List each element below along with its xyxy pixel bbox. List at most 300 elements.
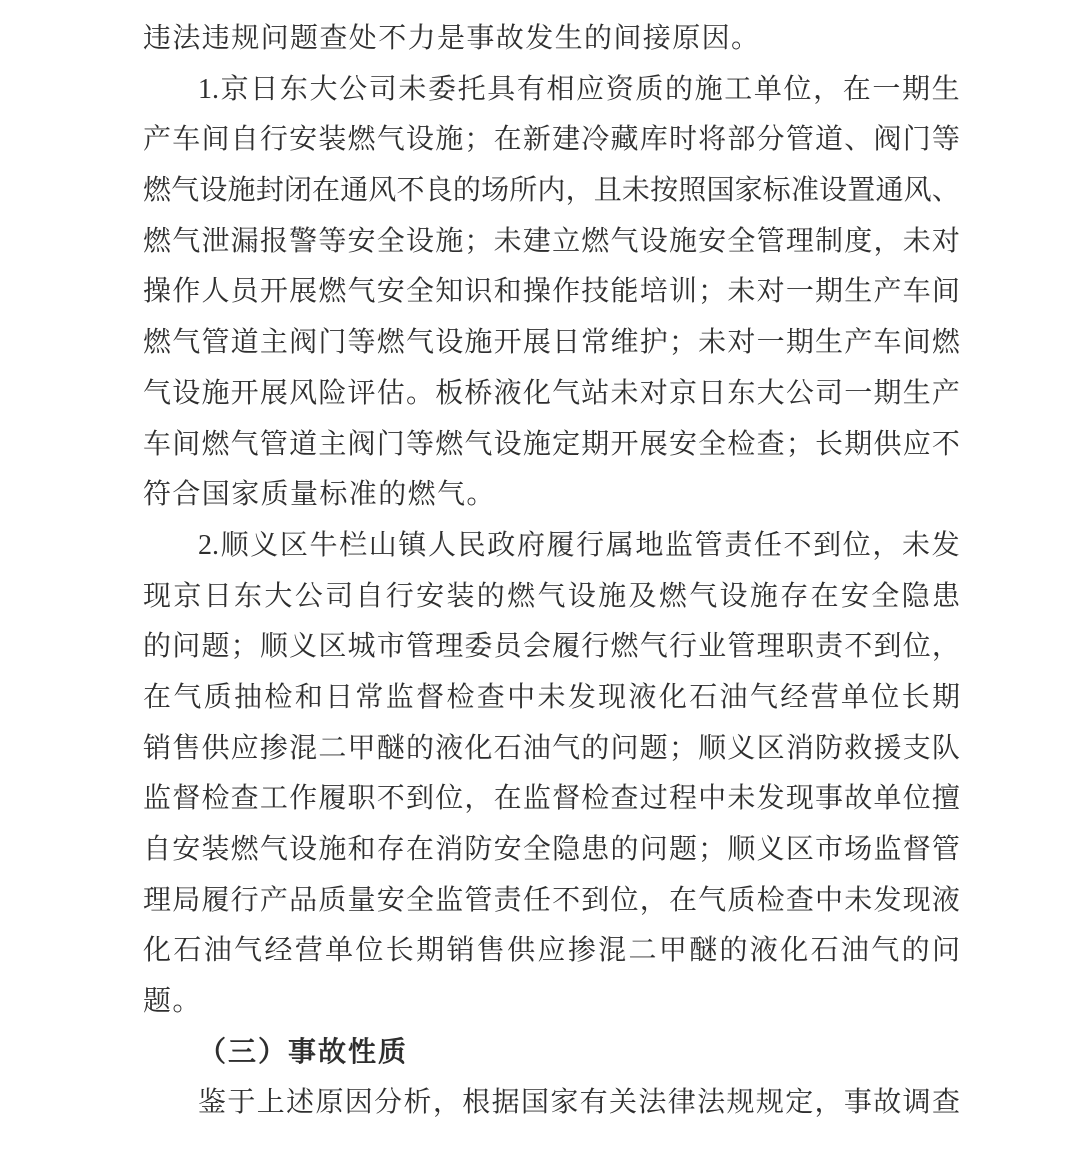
text-char: 质 — [635, 73, 664, 105]
text-char: 查 — [476, 681, 505, 713]
text-char: 家 — [550, 1087, 579, 1119]
text-char: 任 — [522, 884, 551, 916]
text-char: 局 — [172, 884, 201, 916]
text-char: 安 — [416, 580, 445, 612]
text-char: 故 — [844, 783, 873, 815]
text-char: 燃 — [318, 276, 347, 308]
text-char: ， — [873, 225, 902, 257]
text-char: 经 — [264, 935, 293, 967]
text-char: 理 — [435, 631, 464, 663]
text-char: 库 — [639, 124, 668, 156]
text-char: 全 — [698, 428, 727, 460]
text-char: 事 — [815, 783, 844, 815]
text-char: 中 — [507, 681, 536, 713]
text-char: 作 — [172, 276, 201, 308]
text-char: 在 — [493, 124, 522, 156]
text-char: 油 — [522, 732, 551, 764]
text-char: ， — [464, 783, 493, 815]
text-char: 的 — [405, 732, 434, 764]
text-char: 设 — [819, 175, 848, 207]
text-char: ； — [464, 225, 493, 257]
text-char: 定 — [785, 1087, 814, 1119]
text-char: 化 — [522, 377, 551, 409]
text-char: 未 — [698, 327, 727, 359]
text-char: 立 — [552, 225, 581, 257]
text-char: 燃 — [230, 834, 259, 865]
text-char: 车 — [873, 327, 902, 359]
text-char: 会 — [522, 631, 551, 663]
text-char: 分 — [374, 1087, 403, 1119]
text-char: 阀 — [873, 124, 902, 156]
text-char: 市 — [376, 631, 405, 663]
text-char: 法 — [697, 1087, 726, 1119]
text-char: 援 — [873, 732, 902, 764]
text-char: 行 — [259, 124, 288, 156]
text-char: 展 — [259, 377, 288, 409]
text-char: 日 — [203, 580, 232, 612]
text-char: 场 — [844, 834, 873, 865]
text-char: 现 — [902, 884, 931, 916]
text-char: 施 — [694, 73, 723, 105]
text-char: 抽 — [234, 681, 263, 713]
text-char: 藏 — [610, 124, 639, 156]
text-char: 设 — [435, 327, 464, 359]
text-char: 气 — [376, 124, 405, 156]
text-char: ； — [668, 732, 697, 764]
text-char: 京 — [220, 73, 249, 105]
text-char: 生 — [902, 377, 931, 409]
text-char: 在 — [312, 175, 341, 207]
text-char: 查 — [756, 428, 785, 460]
text-char: 常 — [581, 327, 610, 359]
text-char: 据 — [491, 1087, 520, 1119]
text-char: 未 — [902, 225, 931, 257]
text-char: 管 — [405, 631, 434, 663]
text-char: 存 — [376, 834, 405, 865]
text-char: 产 — [931, 377, 960, 409]
text-char: 长 — [385, 935, 414, 967]
text-char: 、 — [844, 124, 873, 156]
text-char: 主 — [318, 428, 347, 460]
text-line — [143, 1078, 960, 1129]
text-char: 油 — [840, 935, 869, 967]
text-line — [143, 572, 960, 623]
text-char: 产 — [143, 124, 172, 156]
text-char: 展 — [639, 428, 668, 460]
text-char: 位 — [610, 884, 639, 916]
text-char: 设 — [289, 834, 318, 865]
text-char: ； — [230, 631, 259, 663]
text-char: 栏 — [339, 529, 368, 561]
text-char: 到 — [581, 884, 610, 916]
text-char: 发 — [873, 884, 902, 916]
text-char: 题 — [201, 631, 230, 663]
text-char: 主 — [259, 327, 288, 359]
text-char: 到 — [405, 783, 434, 815]
text-char: 风 — [368, 175, 397, 207]
text-char: 装 — [201, 834, 230, 865]
text-char: 安 — [376, 276, 405, 308]
text-char: 单 — [873, 783, 902, 815]
text-char: 患 — [581, 834, 610, 865]
text-char: 2. — [198, 529, 219, 561]
section-heading: （三）事故性质 — [198, 1036, 409, 1068]
text-char: 司 — [325, 580, 354, 612]
text-char: 施 — [435, 225, 464, 257]
text-char: 气 — [698, 884, 727, 916]
text-char: 二 — [318, 732, 347, 764]
text-char: 发 — [756, 783, 785, 815]
text-char: 的 — [143, 631, 172, 663]
text-char: 关 — [609, 1087, 638, 1119]
text-char: 和 — [347, 834, 376, 865]
text-char: 生 — [844, 276, 873, 308]
text-char: 售 — [476, 935, 505, 967]
text-char: 题 — [668, 834, 697, 865]
text-char: 隐 — [552, 834, 581, 865]
text-char: 规 — [726, 1087, 755, 1119]
text-char: 装 — [446, 580, 475, 612]
text-char: 安 — [840, 580, 869, 612]
text-char: 泄 — [201, 225, 230, 257]
text-char: 查 — [931, 1087, 960, 1119]
text-char: 支 — [902, 732, 931, 764]
text-char: 监 — [873, 834, 902, 865]
text-char: 气 — [871, 935, 900, 967]
text-char: 理 — [785, 225, 814, 257]
text-char: 期 — [416, 935, 445, 967]
text-char: 法 — [638, 1087, 667, 1119]
text-char: 标 — [762, 175, 791, 207]
text-char: 大 — [309, 73, 338, 105]
document-text — [143, 14, 960, 1129]
text-char: 区 — [756, 732, 785, 764]
text-char: 气 — [171, 175, 200, 207]
text-char: 律 — [667, 1087, 696, 1119]
text-char: 全 — [522, 834, 551, 865]
text-char: 顺 — [259, 631, 288, 663]
text-char: 施 — [464, 327, 493, 359]
text-char: 施 — [201, 377, 230, 409]
text-char: 应 — [230, 732, 259, 764]
text-char: 应 — [576, 73, 605, 105]
text-char: 行 — [576, 529, 605, 561]
text-char: 开 — [493, 327, 522, 359]
text-char: 司 — [815, 377, 844, 409]
text-char: 气 — [537, 580, 566, 612]
text-char: 建 — [552, 124, 581, 156]
text-char: 义 — [727, 732, 756, 764]
text-char: 燃 — [143, 175, 172, 207]
text-char: 京 — [173, 580, 202, 612]
text-char: 产 — [259, 884, 288, 916]
text-char: 未 — [621, 175, 650, 207]
text-char: 查 — [785, 884, 814, 916]
text-line — [143, 876, 960, 927]
text-char: 石 — [493, 732, 522, 764]
text-char: 的 — [476, 580, 505, 612]
text-char: 东 — [234, 580, 263, 612]
text-char: 供 — [507, 935, 536, 967]
text-char: 燃 — [376, 327, 405, 359]
text-char: 安 — [172, 834, 201, 865]
text-char: 大 — [264, 580, 293, 612]
text-char: 化 — [780, 935, 809, 967]
text-char: 混 — [289, 732, 318, 764]
text-char: 管 — [727, 631, 756, 663]
text-char: 未 — [901, 529, 930, 561]
text-char: 理 — [756, 631, 785, 663]
text-char: 履 — [552, 631, 581, 663]
text-char: 燃 — [143, 225, 172, 257]
text-char: 施 — [318, 834, 347, 865]
text-char: 气 — [234, 935, 263, 967]
text-char: 开 — [610, 428, 639, 460]
text-char: 常 — [355, 681, 384, 713]
text-char: 质 — [727, 884, 756, 916]
text-char: 顺 — [220, 529, 249, 561]
text-char: 题 — [639, 732, 668, 764]
text-char: 政 — [487, 529, 516, 561]
text-char: 训 — [668, 276, 697, 308]
text-char: 隐 — [901, 580, 930, 612]
text-char: 单 — [325, 935, 354, 967]
text-char: ， — [565, 175, 594, 207]
text-char: 间 — [201, 124, 230, 156]
text-char: 及 — [628, 580, 657, 612]
text-char: 混 — [598, 935, 627, 967]
text-char: 位 — [783, 73, 812, 105]
text-char: 安 — [668, 428, 697, 460]
text-char: 督 — [902, 834, 931, 865]
text-char: 开 — [230, 377, 259, 409]
text-line — [143, 65, 960, 116]
text-char: ， — [931, 631, 960, 663]
text-char: 患 — [931, 580, 960, 612]
text-char: 作 — [289, 783, 318, 815]
text-char: 施 — [668, 225, 697, 257]
text-char: 因 — [344, 1087, 373, 1119]
text-char: 存 — [780, 580, 809, 612]
text-char: 和 — [294, 681, 323, 713]
text-char: 管 — [694, 529, 723, 561]
text-char: 督 — [416, 681, 445, 713]
text-char: 区 — [785, 834, 814, 865]
text-char: 托 — [457, 73, 486, 105]
text-char: 警 — [289, 225, 318, 257]
text-char: 位 — [435, 783, 464, 815]
text-char: 区 — [279, 529, 308, 561]
text-char: 位 — [902, 783, 931, 815]
text-char: 质 — [203, 681, 232, 713]
text-char: 委 — [427, 73, 456, 105]
text-char: 间 — [172, 428, 201, 460]
text-char: 石 — [810, 935, 839, 967]
text-char: 检 — [581, 783, 610, 815]
text-char: 全 — [727, 225, 756, 257]
text-char: 司 — [368, 73, 397, 105]
text-char: 队 — [931, 732, 960, 764]
text-char: 义 — [756, 834, 785, 865]
text-char: 公 — [294, 580, 323, 612]
text-char: 一 — [756, 327, 785, 359]
text-char: 1. — [198, 73, 219, 105]
text-char: 期 — [815, 276, 844, 308]
text-char: 燃 — [201, 428, 230, 460]
text-char: 检 — [756, 884, 785, 916]
text-line — [143, 825, 960, 876]
text-char: 府 — [516, 529, 545, 561]
text-char: 液 — [435, 732, 464, 764]
text-char: 监 — [522, 783, 551, 815]
text-char: 作 — [552, 276, 581, 308]
text-char: 现 — [785, 783, 814, 815]
text-char: 责 — [815, 631, 844, 663]
text-char: 、 — [931, 175, 960, 207]
text-char: 等 — [931, 124, 960, 156]
text-char: 且 — [593, 175, 622, 207]
text-char: 设 — [493, 428, 522, 460]
text-char: 场 — [481, 175, 510, 207]
text-char: 擅 — [931, 783, 960, 815]
text-char: 位 — [842, 529, 871, 561]
text-char: 分 — [756, 124, 785, 156]
text-char: 间 — [931, 276, 960, 308]
text-char: 对 — [639, 377, 668, 409]
text-char: 车 — [143, 428, 172, 460]
text-line: 符合国家质量标准的燃气。 — [143, 479, 496, 511]
text-char: ， — [813, 73, 842, 105]
text-char: 产 — [873, 276, 902, 308]
text-char: 气 — [405, 327, 434, 359]
text-char: 员 — [230, 276, 259, 308]
text-char: 对 — [931, 225, 960, 257]
text-char: 化 — [464, 732, 493, 764]
text-char: 的 — [452, 175, 481, 207]
text-char: 监 — [385, 681, 414, 713]
text-char: 的 — [901, 935, 930, 967]
text-char: 家 — [734, 175, 763, 207]
text-char: 上 — [256, 1087, 285, 1119]
text-char: 城 — [347, 631, 376, 663]
text-line — [143, 622, 960, 673]
text-char: 防 — [464, 834, 493, 865]
text-char: 查 — [610, 783, 639, 815]
text-char: 员 — [493, 631, 522, 663]
text-char: 在 — [143, 681, 172, 713]
text-char: 品 — [289, 884, 318, 916]
text-char: 日 — [325, 681, 354, 713]
text-char: ； — [464, 124, 493, 156]
text-char: 监 — [143, 783, 172, 815]
text-char: 气 — [172, 327, 201, 359]
text-char: 门 — [318, 327, 347, 359]
text-char: 对 — [756, 276, 785, 308]
text-char: 燃 — [610, 631, 639, 663]
text-char: 属 — [605, 529, 634, 561]
text-char: 的 — [719, 935, 748, 967]
text-line — [143, 217, 960, 268]
text-char: 民 — [457, 529, 486, 561]
text-char: 行 — [230, 884, 259, 916]
text-char: 不 — [844, 631, 873, 663]
text-char: 故 — [873, 1087, 902, 1119]
text-char: 区 — [318, 631, 347, 663]
text-char: 等 — [318, 225, 347, 257]
text-char: ， — [872, 529, 901, 561]
text-char: 掺 — [259, 732, 288, 764]
text-char: 化 — [143, 935, 172, 967]
text-char: 营 — [294, 935, 323, 967]
text-char: 甲 — [347, 732, 376, 764]
text-char: 监 — [435, 884, 464, 916]
text-char: 气 — [639, 631, 668, 663]
text-char: 气 — [230, 428, 259, 460]
text-char: 有 — [579, 1087, 608, 1119]
text-char: 顺 — [698, 732, 727, 764]
text-char: 气 — [552, 377, 581, 409]
text-line: 违法违规问题查处不力是事故发生的间接原因。 — [143, 23, 761, 54]
text-char: 定 — [552, 428, 581, 460]
text-char: 国 — [706, 175, 735, 207]
text-char: 板 — [435, 377, 464, 409]
text-char: 山 — [368, 529, 397, 561]
text-char: 车 — [902, 276, 931, 308]
text-char: 镇 — [398, 529, 427, 561]
text-char: 管 — [259, 428, 288, 460]
text-char: 未 — [537, 681, 566, 713]
text-char: 调 — [902, 1087, 931, 1119]
text-char: 产 — [844, 327, 873, 359]
text-char: 督 — [552, 783, 581, 815]
text-char: 气 — [172, 225, 201, 257]
text-char: 原 — [315, 1087, 344, 1119]
text-char: 未 — [398, 73, 427, 105]
text-char: 销 — [446, 935, 475, 967]
text-char: 车 — [172, 124, 201, 156]
text-char: 问 — [639, 834, 668, 865]
text-char: 在 — [405, 834, 434, 865]
text-char: 门 — [902, 124, 931, 156]
text-char: 液 — [493, 377, 522, 409]
text-char: 营 — [810, 681, 839, 713]
text-char: 醚 — [376, 732, 405, 764]
text-char: 将 — [698, 124, 727, 156]
text-char: 间 — [902, 327, 931, 359]
text-char: 售 — [172, 732, 201, 764]
text-char: 道 — [230, 327, 259, 359]
text-char: 行 — [385, 580, 414, 612]
text-char: 气 — [143, 377, 172, 409]
text-char: ， — [814, 1087, 843, 1119]
text-char: 险 — [318, 377, 347, 409]
text-char: 问 — [172, 631, 201, 663]
text-char: 义 — [250, 529, 279, 561]
text-char: 未 — [493, 225, 522, 257]
text-char: 到 — [813, 529, 842, 561]
text-char: ； — [785, 428, 814, 460]
text-char: 职 — [785, 631, 814, 663]
text-char: 全 — [405, 276, 434, 308]
text-char: 行 — [581, 631, 610, 663]
text-char: 供 — [201, 732, 230, 764]
text-char: 管 — [464, 884, 493, 916]
text-char: 期 — [785, 327, 814, 359]
text-char: 新 — [522, 124, 551, 156]
text-char: 液 — [931, 884, 960, 916]
text-char: 施 — [435, 124, 464, 156]
text-char: ； — [698, 276, 727, 308]
